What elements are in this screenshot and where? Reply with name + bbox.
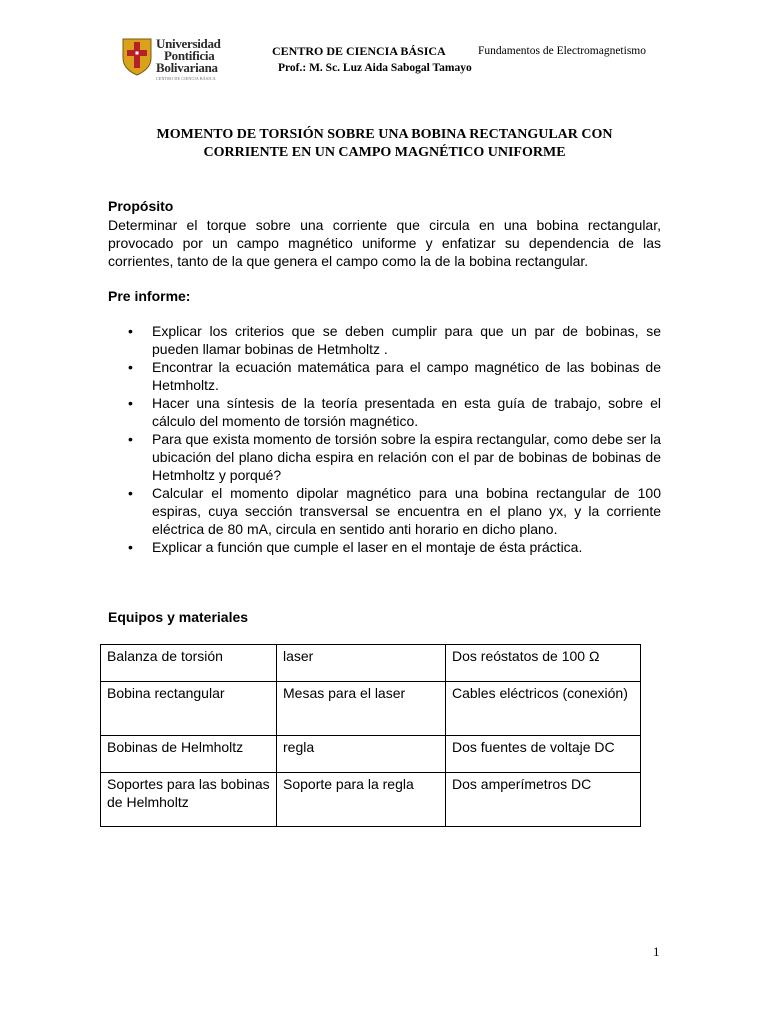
- table-row: [101, 645, 641, 682]
- table-cell: regla: [277, 736, 446, 773]
- table-cell: Mesas para el laser: [277, 682, 446, 736]
- bullet-icon: •: [128, 395, 133, 411]
- table-row: [101, 736, 641, 773]
- header-center-name: CENTRO DE CIENCIA BÁSICA: [272, 44, 446, 58]
- preinforme-list: [108, 322, 661, 556]
- logo-line-1: Universidad: [156, 36, 221, 51]
- bullet-icon: •: [128, 485, 133, 501]
- section-heading-equipos: Equipos y materiales: [108, 609, 249, 625]
- table-cell: Cables eléctricos (conexión): [446, 682, 641, 736]
- list-item-text: Explicar a función que cumple el laser en el montaje de ésta práctica.: [152, 539, 583, 555]
- title-line-2: CORRIENTE EN UN CAMPO MAGNÉTICO UNIFORME: [203, 145, 566, 160]
- list-item-text: Encontrar la ecuación matemática para el campo magnético de las bobinas de Hetmholtz.: [152, 359, 661, 393]
- table-cell: Balanza de torsión: [101, 645, 277, 682]
- proposito-paragraph: Determinar el torque sobre una corriente que circula en una bobina rectangular, provocado por un campo magnético uniforme y enfatizar su dependencia de las corrientes, tanto de la que genera el campo como la de la bobina rectangular.: [108, 217, 661, 269]
- list-item-text: Hacer una síntesis de la teoría presentada en esta guía de trabajo, sobre el cálculo del momento de torsión magnético.: [152, 395, 661, 429]
- bullet-icon: •: [128, 539, 133, 555]
- logo-line-2: Pontificia: [164, 48, 215, 63]
- logo-line-3: Bolivariana: [156, 60, 218, 75]
- university-logo: [120, 36, 230, 80]
- list-item: [108, 358, 661, 394]
- table-cell: Dos fuentes de voltaje DC: [446, 736, 641, 773]
- logo-line-4: CENTRO DE CIENCIA BÁSICA: [156, 76, 216, 81]
- list-item: [108, 484, 661, 538]
- header-course-name: Fundamentos de Electromagnetismo: [478, 45, 646, 57]
- header-professor: Prof.: M. Sc. Luz Aida Sabogal Tamayo: [278, 62, 472, 74]
- table-cell: Dos reóstatos de 100 Ω: [446, 645, 641, 682]
- list-item: [108, 430, 661, 484]
- materials-table: [100, 644, 641, 827]
- list-item: [108, 538, 661, 556]
- list-item: [108, 322, 661, 358]
- table-cell: Soporte para la regla: [277, 773, 446, 827]
- table-cell: laser: [277, 645, 446, 682]
- table-cell: Soportes para las bobinas de Helmholtz: [101, 773, 277, 827]
- bullet-icon: •: [128, 359, 133, 375]
- list-item-text: Para que exista momento de torsión sobre la espira rectangular, como debe ser la ubicación del plano dicha espira en relación con el par de bobinas de bobinas de Hetmholtz y porqué?: [152, 431, 661, 483]
- table-row: [101, 773, 641, 827]
- title-line-1: MOMENTO DE TORSIÓN SOBRE UNA BOBINA RECTANGULAR CON: [156, 127, 613, 142]
- section-heading-proposito: Propósito: [108, 198, 174, 214]
- document-title: [108, 126, 661, 162]
- table-cell: Bobinas de Helmholtz: [101, 736, 277, 773]
- list-item-text: Explicar los criterios que se deben cumplir para que un par de bobinas, se pueden llamar bobinas de Hetmholtz .: [152, 323, 661, 357]
- table-row: [101, 682, 641, 736]
- list-item: [108, 394, 661, 430]
- bullet-icon: •: [128, 323, 133, 339]
- bullet-icon: •: [128, 431, 133, 447]
- shield-logo-icon: [120, 36, 154, 76]
- section-heading-preinforme: Pre informe:: [108, 288, 191, 304]
- list-item-text: Calcular el momento dipolar magnético para una bobina rectangular de 100 espiras, cuya sección transversal se encuentra en el plano yx, y la corriente eléctrica de 80 mA, circula en sentido anti horario en dicho plano.: [152, 485, 661, 537]
- table-cell: Bobina rectangular: [101, 682, 277, 736]
- page-number: 1: [653, 944, 660, 959]
- table-cell: Dos amperímetros DC: [446, 773, 641, 827]
